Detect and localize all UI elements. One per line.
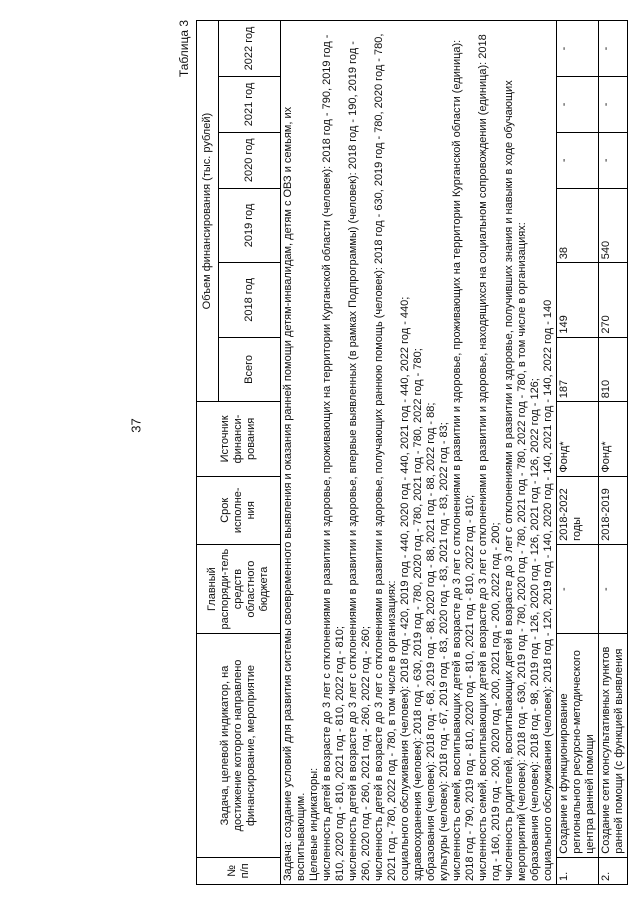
col-term-header: Срок исполне-ния <box>197 476 281 544</box>
row-source: Фонд* <box>557 402 599 476</box>
row-2018: 270 <box>599 263 628 337</box>
row-2021: - <box>557 77 599 133</box>
row-2020: - <box>557 132 599 188</box>
table-label: Таблица 3 <box>177 20 191 78</box>
col-2018-header: 2018 год <box>219 263 281 337</box>
rotated-page <box>177 20 625 885</box>
col-task-header: Задача, целевой индикатор, на достижение которого направлено финансирование, мероприятие <box>197 634 281 857</box>
row-total: 187 <box>557 337 599 402</box>
task-text: Задача: создание условий для развития системы своевременного выявления и оказания ранней помощи детям-инвалидам, детям с ОВЗ и семьям, их воспитывающим. <box>282 106 307 881</box>
row-2021: - <box>599 77 628 133</box>
task-cell <box>281 21 557 885</box>
col-2022-header: 2022 год <box>219 21 281 77</box>
col-volume-header: Объем финансирования (тыс. рублей) <box>197 21 219 402</box>
col-source-header: Источник финанси-рования <box>197 402 281 476</box>
row-manager: - <box>599 544 628 633</box>
row-2020: - <box>599 132 628 188</box>
col-2020-header: 2020 год <box>219 132 281 188</box>
row-manager: - <box>557 544 599 633</box>
row-term: 2018-2019 <box>599 476 628 544</box>
row-2019: 38 <box>557 188 599 262</box>
col-manager-header: Главный распоряди-тель средств областного бюджета <box>197 544 281 633</box>
indicators-text: численность детей в возрасте до 3 лет с отклонениями в развитии и здоровье, проживающих на территории Курганской области (человек): 2018 год - 790, 2019 год - 810, 2020 год - 810, 2021 год - 810, 2022 год - 810; численность детей в возрасте до 3 лет с отклонениями в развитии и здоровье, впервые выявленных (в рамках Подпрограммы) (человек): 2018 год - 190, 2019 год - 260, 2020 год - 260, 2021 год - 260, 2022 год - 260; численность детей в возрасте до 3 лет с отклонениями в развитии и здоровье, получающих раннюю помощь (человек): 2018 год - 630, 2019 год - 780, 2020 год - 780, 2021 год - 780, 2022 год - 780, в том числе в организациях: социального обслуживания (человек): 2018 год - 420, 2019 год - 440, 2020 год - 440, 2021 год - 440, 2022 год - 440; здравоохранения (человек): 2018 год - 630, 2019 год - 780, 2020 год - 780, 2021 год - 780, 2022 год - 780; образования (человек): 2018 год - 68, 2019 год - 88, 2020 год - 88, 2021 год - 88, 2022 год - 88; культуры (человек): 2018 год - 67, 2019 год - 83, 2020 год - 83, 2021 год - 83, 2022 год - 83; численность семей, воспитывающих детей в возрасте до 3 лет с отклонениями в развитии и здоровье, проживающих на территории Курганской области (единица): 2018 год - 790, 2019 год - 810, 2020 год - 810, 2021 год - 810, 2022 год - 810; численность семей, воспитывающих детей в возрасте до 3 лет с отклонениями в развитии и здоровье, находящихся на социальном сопровождении (единица): 2018 год - 160, 2019 год - 200, 2020 год - 200, 2021 год - 200, 2022 год - 200; численность родителей, воспитывающих детей в возрасте до 3 лет с отклонениями в развитии и здоровье, получивших знания и навыки в ходе обучающих мероприятий (человек): 2018 год - 630, 2019 год - 780, 2020 год - 780, 2021 год - 780, 2022 год - 780, в том числе в организациях: образования (человек): 2018 год - 98, 2019 год - 126, 2020 год - 126, 2021 год - 126, 2022 год - 126; социального обслуживания (человек): 2018 год - 120, 2019 год - 140, 2020 год - 140, 2021 год - 140, 2022 год - 140 <box>321 33 554 881</box>
header-row-1 <box>197 21 219 885</box>
row-source: Фонд* <box>599 402 628 476</box>
row-2022: - <box>557 21 599 77</box>
row-name: Создание и функционирование регионального ресурсно-методического центра ранней помощи <box>557 634 599 857</box>
indicators-title: Целевые индикаторы: <box>308 767 320 881</box>
table-row <box>557 21 599 885</box>
row-total: 810 <box>599 337 628 402</box>
row-2018: 149 <box>557 263 599 337</box>
col-total-header: Всего <box>219 337 281 402</box>
row-num: 1. <box>557 857 599 884</box>
task-row <box>281 21 557 885</box>
row-2022: - <box>599 21 628 77</box>
col-num-header: № п/п <box>197 857 281 884</box>
row-2019: 540 <box>599 188 628 262</box>
col-2019-header: 2019 год <box>219 188 281 262</box>
row-term: 2018-2022 годы <box>557 476 599 544</box>
row-name: Создание сети консультативных пунктов ранней помощи (с функцией выявления <box>599 634 628 857</box>
table-row <box>599 21 628 885</box>
col-2021-header: 2021 год <box>219 77 281 133</box>
financing-table <box>196 20 628 885</box>
page-number: 37 <box>128 418 144 433</box>
row-num: 2. <box>599 857 628 884</box>
